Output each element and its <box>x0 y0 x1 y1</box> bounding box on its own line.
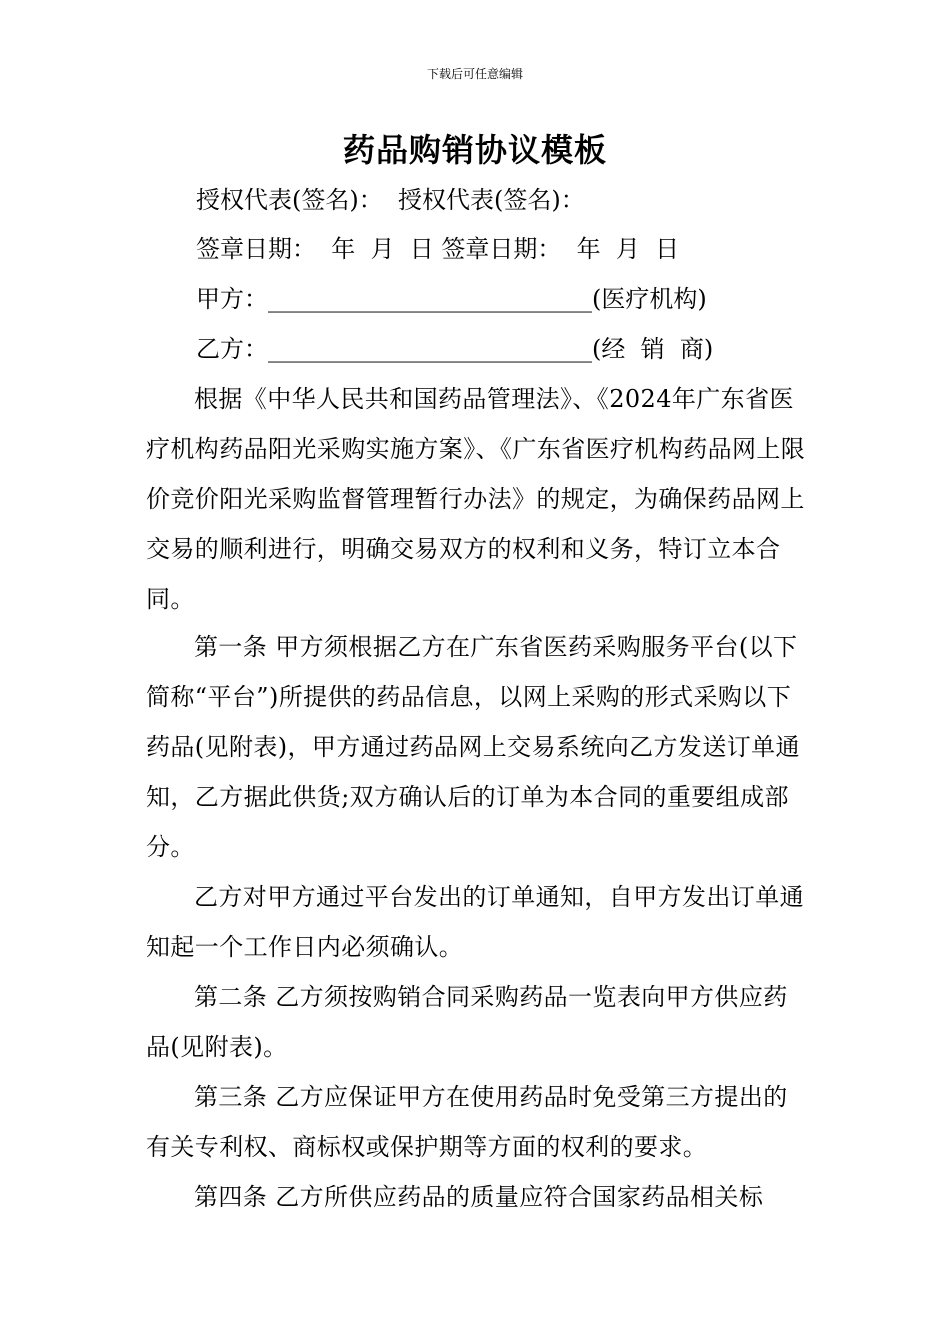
intro-paragraph: 根据《中华人民共和国药品管理法》、《2024年广东省医疗机构药品阳光采购实施方案》、《广东省医疗机构药品网上限价竞价阳光采购监督管理暂行办法》的规定，为确保药品网上交易的顺利进行，明确交易双方的权利和义务，特订立本合同。 <box>146 385 806 613</box>
article-1-paragraph: 第一条 甲方须根据乙方在广东省医药采购服务平台(以下简称“平台”)所提供的药品信息，以网上采购的形式采购以下药品(见附表)，甲方通过药品网上交易系统向乙方发送订单通知，乙方据此供货;双方确认后的订单为本合同的重要组成部分。 <box>146 633 800 861</box>
article-2-paragraph: 第二条 乙方须按购销合同采购药品一览表向甲方供应药品(见附表)。 <box>146 983 788 1061</box>
party-a-line: 甲方：___________________________(医疗机构) <box>196 285 707 313</box>
article-3-paragraph: 第三条 乙方应保证甲方在使用药品时免受第三方提出的有关专利权、商标权或保护期等方面的权利的要求。 <box>146 1083 788 1161</box>
article-1-confirmation-paragraph: 乙方对甲方通过平台发出的订单通知，自甲方发出订单通知起一个工作日内必须确认。 <box>146 883 804 961</box>
document-title: 药品购销协议模板 <box>342 131 607 169</box>
header-note: 下载后可任意编辑 <box>426 67 523 81</box>
signature-date-line: 签章日期： 年 月 日 签章日期： 年 月 日 <box>196 235 680 263</box>
signature-representative-line: 授权代表(签名)： 授权代表(签名)： <box>196 186 585 214</box>
article-4-paragraph: 第四条 乙方所供应药品的质量应符合国家药品相关标 <box>194 1183 764 1211</box>
party-b-line: 乙方：___________________________(经 销 商) <box>196 335 714 363</box>
